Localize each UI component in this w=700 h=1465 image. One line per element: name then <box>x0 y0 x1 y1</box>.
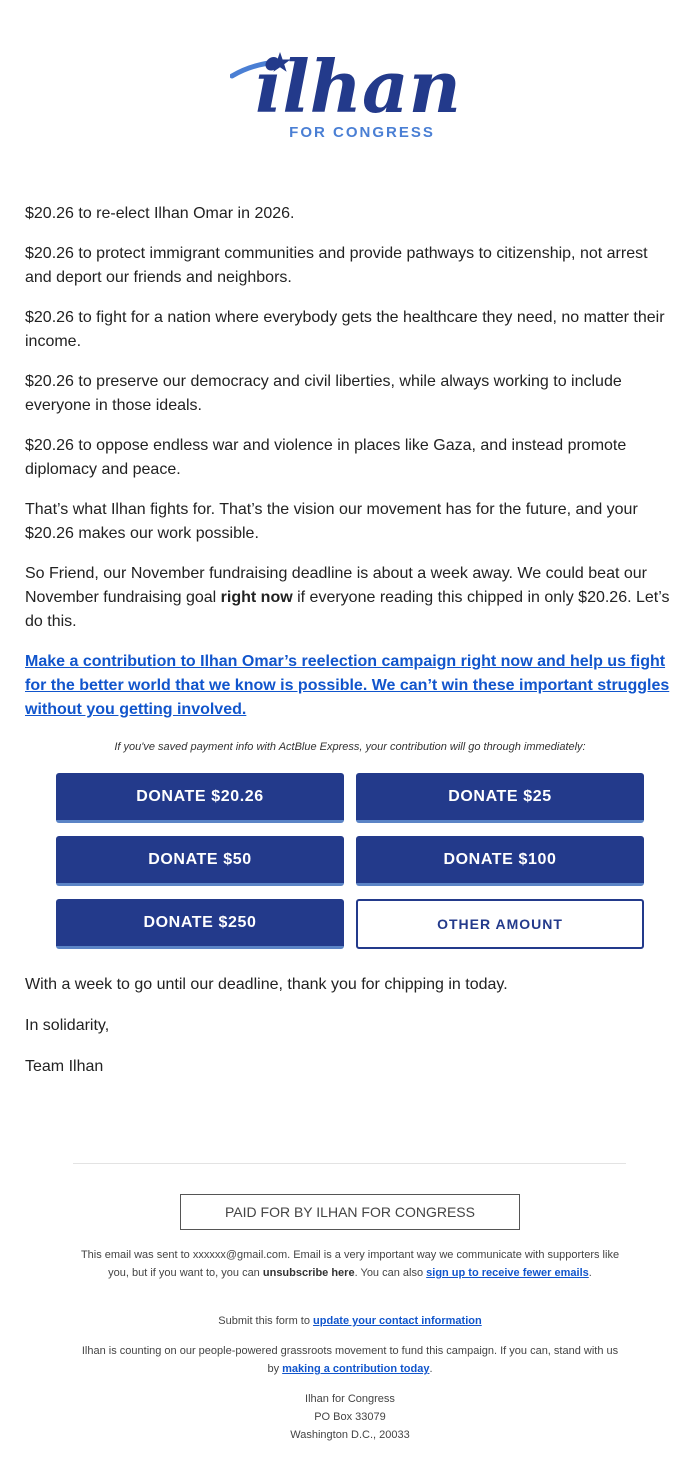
address-po-box: PO Box 33079 <box>314 1411 386 1423</box>
actblue-express-note: If you've saved payment info with ActBlue Express, your contribution will go through immediately: <box>114 741 586 753</box>
donate-250-button[interactable]: DONATE $250 <box>56 899 344 949</box>
sign-off: In solidarity, <box>25 1017 110 1034</box>
paid-for-disclaimer: PAID FOR BY ILHAN FOR CONGRESS <box>180 1194 520 1230</box>
paragraph-vision: That’s what Ilhan fights for. That’s the vision our movement has for the future, and your $20.26 makes our work possible. <box>25 501 638 542</box>
paragraph-reelect: $20.26 to re-elect Ilhan Omar in 2026. <box>25 205 295 222</box>
email-body <box>25 202 675 722</box>
paragraph-deadline: So Friend, our November fundraising deadline is about a week away. We could beat our November fundraising goal right now if everyone reading this chipped in only $20.26. Let’s do this. <box>25 565 670 630</box>
address-name: Ilhan for Congress <box>305 1393 395 1405</box>
donate-20-26-button[interactable]: DONATE $20.26 <box>56 773 344 823</box>
address-city: Washington D.C., 20033 <box>290 1429 410 1441</box>
signature: Team Ilhan <box>25 1058 104 1075</box>
footer-sent-to: This email was sent to xxxxxx@gmail.com. Email is a very important way we communicate with supporters like you, but if you want to, you can unsubscribe here. You can also sign up to receive fewer emails. <box>80 1249 620 1279</box>
logo-wordmark: ilhan <box>254 44 462 129</box>
email-closing <box>25 973 675 1096</box>
update-contact-link[interactable]: update your contact information <box>313 1315 482 1327</box>
logo-graphic <box>230 40 470 140</box>
fewer-emails-link[interactable]: sign up to receive fewer emails <box>426 1267 589 1279</box>
paragraph-democracy: $20.26 to preserve our democracy and civil liberties, while always working to include everyone in those ideals. <box>25 373 622 414</box>
contribution-cta-link[interactable]: Make a contribution to Ilhan Omar’s reelection campaign right now and help us fight for the better world that we know is possible. We can’t win these important struggles without you getting involved. <box>25 653 670 718</box>
closing-line: With a week to go until our deadline, thank you for chipping in today. <box>25 976 508 993</box>
paragraph-immigrants: $20.26 to protect immigrant communities and provide pathways to citizenship, not arrest and deport our friends and neighbors. <box>25 245 648 286</box>
paragraph-peace: $20.26 to oppose endless war and violence in places like Gaza, and instead promote diplomacy and peace. <box>25 437 627 478</box>
make-contribution-link[interactable]: making a contribution today <box>282 1363 430 1375</box>
donate-50-button[interactable]: DONATE $50 <box>56 836 344 886</box>
footer-address <box>75 1390 625 1444</box>
campaign-logo[interactable] <box>0 40 700 150</box>
recipient-email: xxxxxx@gmail.com <box>192 1249 288 1261</box>
unsubscribe-link[interactable]: unsubscribe here <box>262 1267 355 1279</box>
donate-100-button[interactable]: DONATE $100 <box>356 836 644 886</box>
donate-25-button[interactable]: DONATE $25 <box>356 773 644 823</box>
footer-update-info: Submit this form to update your contact information <box>218 1315 482 1327</box>
emphasis-right-now: right now <box>220 589 293 606</box>
footer-divider <box>73 1163 626 1164</box>
footer-grassroots: Ilhan is counting on our people-powered grassroots movement to fund this campaign. If you can, stand with us by making a contribution today. <box>81 1345 619 1375</box>
other-amount-button[interactable]: OTHER AMOUNT <box>356 899 644 949</box>
paragraph-healthcare: $20.26 to fight for a nation where everybody gets the healthcare they need, no matter their income. <box>25 309 665 350</box>
logo-tagline: FOR CONGRESS <box>289 124 435 140</box>
